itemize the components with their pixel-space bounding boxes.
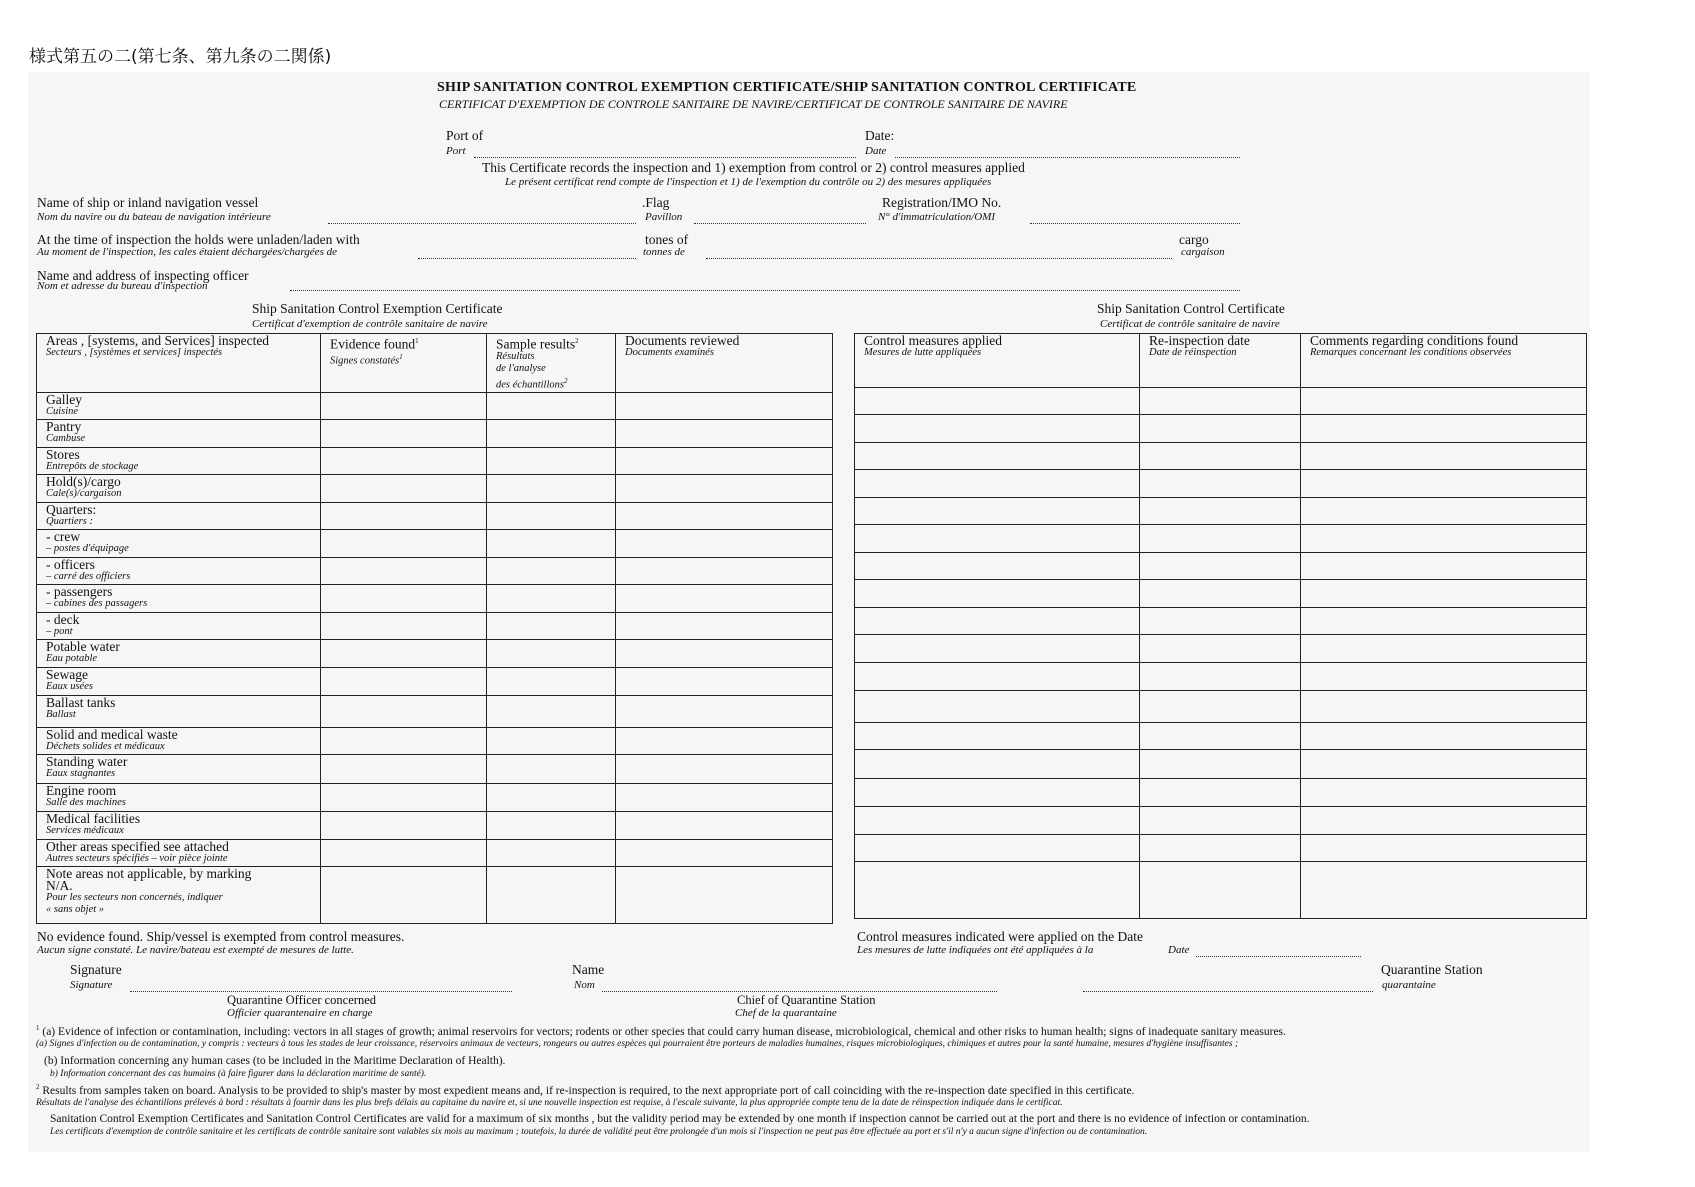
control-measures-cell[interactable]: [855, 663, 1140, 691]
comments-cell[interactable]: [1301, 691, 1587, 723]
date-label: Date:: [865, 128, 895, 143]
control-section-title-fr: Certificat de contrôle sanitaire de navire: [1100, 318, 1280, 330]
officer-field[interactable]: [290, 290, 1240, 291]
certificate-title: SHIP SANITATION CONTROL EXEMPTION CERTIFICATE/SHIP SANITATION CONTROL CERTIFICATE: [437, 80, 1137, 95]
control-measures-cell[interactable]: [855, 862, 1140, 919]
evidence-cell[interactable]: [321, 784, 487, 812]
sample-results-cell[interactable]: [487, 812, 616, 840]
sample-results-cell[interactable]: [487, 755, 616, 784]
table-row: [855, 779, 1587, 807]
reinspection-date-cell[interactable]: [1140, 608, 1301, 635]
table-row: [37, 728, 833, 755]
name-label-fr: Nom: [574, 979, 595, 991]
officer-concerned-label: Quarantine Officer concerned: [227, 993, 376, 1007]
reinspection-date-cell[interactable]: [1140, 807, 1301, 835]
area-label-cell: - passengers – cabines des passagers: [37, 585, 321, 613]
evidence-cell[interactable]: [321, 696, 487, 728]
reinspection-date-cell[interactable]: [1140, 553, 1301, 580]
table-row: [37, 585, 833, 613]
reinspection-date-cell[interactable]: [1140, 862, 1301, 919]
table-row: [855, 525, 1587, 553]
area-label-cell: - deck – pont: [37, 613, 321, 640]
evidence-cell[interactable]: [321, 585, 487, 613]
officer-label-fr: Nom et adresse du bureau d'inspection: [37, 280, 208, 292]
sample-results-cell[interactable]: [487, 784, 616, 812]
records-statement: This Certificate records the inspection and 1) exemption from control or 2) control measures applied: [482, 160, 1025, 175]
control-measures-cell[interactable]: [855, 580, 1140, 608]
reinspection-date-cell[interactable]: [1140, 750, 1301, 779]
area-label-cell: Galley Cuisine: [37, 393, 321, 420]
control-section-title: Ship Sanitation Control Certificate: [1097, 301, 1285, 316]
control-measures-cell[interactable]: [855, 835, 1140, 862]
table-row: [855, 750, 1587, 779]
documents-cell[interactable]: [616, 812, 833, 840]
ship-name-label: Name of ship or inland navigation vessel: [37, 195, 259, 210]
comments-cell[interactable]: [1301, 470, 1587, 498]
comments-cell[interactable]: [1301, 580, 1587, 608]
control-measures-cell[interactable]: [855, 415, 1140, 443]
evidence-cell[interactable]: [321, 755, 487, 784]
evidence-cell[interactable]: [321, 728, 487, 755]
comments-cell[interactable]: [1301, 750, 1587, 779]
footnote-1b: (b) Information concerning any human cases (to be included in the Maritime Declaration of Health).: [44, 1055, 506, 1067]
certificate-title-fr: CERTIFICAT D'EXEMPTION DE CONTROLE SANITAIRE DE NAVIRE/CERTIFICAT DE CONTROLE SANITAIRE DE NAVIRE: [439, 97, 1068, 111]
table-row: [855, 835, 1587, 862]
name-field[interactable]: [602, 991, 997, 992]
reinspection-date-cell[interactable]: [1140, 723, 1301, 750]
date-field[interactable]: [895, 157, 1240, 158]
applied-statement-fr: Les mesures de lutte indiquées ont été appliquées à la: [857, 944, 1094, 956]
comments-cell[interactable]: [1301, 388, 1587, 415]
col-documents: Documents reviewed Documents examinés: [616, 334, 833, 393]
control-measures-cell[interactable]: [855, 388, 1140, 415]
evidence-cell[interactable]: [321, 448, 487, 475]
holds-label-fr: Au moment de l'inspection, les cales étaient déchargées/chargées de: [37, 246, 337, 258]
area-label-cell: Stores Entrepôts de stockage: [37, 448, 321, 475]
table-row: [855, 553, 1587, 580]
cargo-label: cargo: [1179, 232, 1209, 247]
comments-cell[interactable]: [1301, 862, 1587, 919]
table-row: [37, 613, 833, 640]
name-label: Name: [572, 962, 605, 977]
table-row: [37, 784, 833, 812]
sample-results-cell[interactable]: [487, 696, 616, 728]
control-measures-cell[interactable]: [855, 608, 1140, 635]
footnote-2-fr: Résultats de l'analyse des échantillons prélevés à bord : résultats à fournir dans les plus brefs délais au capitaine du navire et, si une nouvelle inspection est requise, à l'escale suivante, la plus appropriée compte tenu de la date de réinspection indiquée dans le certificat.: [36, 1098, 1063, 1108]
documents-cell[interactable]: [616, 420, 833, 448]
table-row: [37, 503, 833, 530]
quarantine-station-label: Quarantine Station: [1381, 962, 1483, 977]
documents-cell[interactable]: [616, 668, 833, 696]
sample-results-cell[interactable]: [487, 640, 616, 668]
sample-results-cell[interactable]: [487, 503, 616, 530]
quarantine-station-field[interactable]: [1083, 991, 1373, 992]
quarantine-station-label-fr: quarantaine: [1382, 979, 1436, 991]
footnote-1b-fr: b) Information concernant des cas humains (à faire figurer dans la déclaration maritime de santé).: [50, 1069, 427, 1079]
sample-results-cell[interactable]: [487, 530, 616, 558]
area-label-cell: Ballast tanks Ballast: [37, 696, 321, 728]
table-row: [37, 448, 833, 475]
col-sample-results: Sample results$^2$ Résultats de l'analyse des échantillons$^2$: [487, 334, 616, 393]
control-measures-cell[interactable]: [855, 635, 1140, 663]
sample-results-cell[interactable]: [487, 393, 616, 420]
reinspection-date-cell[interactable]: [1140, 415, 1301, 443]
sample-results-cell[interactable]: [487, 558, 616, 585]
table-row: [37, 755, 833, 784]
reinspection-date-cell[interactable]: [1140, 663, 1301, 691]
area-label-cell: Standing water Eaux stagnantes: [37, 755, 321, 784]
table-row: [855, 807, 1587, 835]
documents-cell[interactable]: [616, 728, 833, 755]
date-label-fr: Date: [865, 145, 887, 157]
table-row: [855, 608, 1587, 635]
reinspection-date-cell[interactable]: [1140, 635, 1301, 663]
flag-label: .Flag: [642, 195, 670, 210]
reinspection-date-cell[interactable]: [1140, 388, 1301, 415]
comments-cell[interactable]: [1301, 553, 1587, 580]
sample-results-cell[interactable]: [487, 585, 616, 613]
reinspection-date-cell[interactable]: [1140, 525, 1301, 553]
control-measures-cell[interactable]: [855, 691, 1140, 723]
evidence-cell[interactable]: [321, 393, 487, 420]
table-row: [855, 663, 1587, 691]
comments-cell[interactable]: [1301, 663, 1587, 691]
sample-results-cell[interactable]: [487, 613, 616, 640]
sample-results-cell[interactable]: [487, 420, 616, 448]
table-row: [855, 415, 1587, 443]
table-row: [37, 812, 833, 840]
area-label-cell: Hold(s)/cargo Cale(s)/cargaison: [37, 475, 321, 503]
table-row: [37, 668, 833, 696]
officer-concerned-label-fr: Officier quarantenaire en charge: [227, 1007, 373, 1019]
table-row: [855, 470, 1587, 498]
table-row: [855, 723, 1587, 750]
control-measures-cell[interactable]: [855, 525, 1140, 553]
table-row: [855, 691, 1587, 723]
sample-results-cell[interactable]: [487, 475, 616, 503]
sample-results-cell[interactable]: [487, 728, 616, 755]
footnote-1a-fr: (a) Signes d'infection ou de contamination, y compris : vecteurs à tous les stades de leur croissance, réservoirs animaux de vecteurs, rongeurs ou autres espèces qui pourraient être porteurs de maladies humaines, risques microbiologiques, chimiques et autres pour la santé humaine, mesures d'hygiène insuffisantes ;: [36, 1039, 1239, 1049]
validity-note-fr: Les certificats d'exemption de contrôle sanitaire et les certificats de contrôle sanitaire sont valables six mois au maximum ; toutefois, la durée de validité peut être prolongée d'un mois si l'inspection ne peut pas être effectuée au port et s'il n'y a aucun signe d'infection ou de contamination.: [50, 1127, 1148, 1137]
area-label-cell: Sewage Eaux usées: [37, 668, 321, 696]
control-measures-cell[interactable]: [855, 807, 1140, 835]
records-statement-fr: Le présent certificat rend compte de l'inspection et 1) de l'exemption du contrôle ou 2) des mesures appliquées: [505, 176, 992, 188]
comments-cell[interactable]: [1301, 635, 1587, 663]
comments-cell[interactable]: [1301, 498, 1587, 525]
documents-cell[interactable]: [616, 558, 833, 585]
footnote-1a: $^1$ (a) Evidence of infection or contamination, including: vectors in all stages of growth; animal reservoirs for vectors; rodents or other species that could carry human disease, microbiological, chemical and other risks to human health; signs of inadequate sanitary measures.: [36, 1024, 1286, 1038]
applied-statement: Control measures indicated were applied on the Date: [857, 929, 1144, 944]
comments-cell[interactable]: [1301, 415, 1587, 443]
tones-label: tones of: [645, 232, 689, 247]
sample-results-cell[interactable]: [487, 448, 616, 475]
col-control-measures: Control measures applied Mesures de lutte appliquées: [855, 334, 1140, 388]
ship-name-field[interactable]: [328, 223, 636, 224]
table-row: [37, 867, 833, 924]
documents-cell[interactable]: [616, 640, 833, 668]
documents-cell[interactable]: [616, 448, 833, 475]
evidence-cell[interactable]: [321, 640, 487, 668]
signature-field[interactable]: [130, 991, 512, 992]
evidence-cell[interactable]: [321, 867, 487, 924]
port-label: Port of: [446, 128, 484, 143]
table-row: [37, 530, 833, 558]
evidence-cell[interactable]: [321, 503, 487, 530]
area-label-cell: Other areas specified see attached Autres secteurs spécifiés – voir pièce jointe: [37, 840, 321, 867]
table-header-row: [855, 334, 1587, 388]
sample-results-cell[interactable]: [487, 840, 616, 867]
flag-label-fr: Pavillon: [645, 211, 683, 223]
cargo-label-fr: cargaison: [1181, 246, 1225, 258]
reinspection-date-cell[interactable]: [1140, 470, 1301, 498]
documents-cell[interactable]: [616, 696, 833, 728]
registration-field[interactable]: [1030, 223, 1240, 224]
documents-cell[interactable]: [616, 585, 833, 613]
documents-cell[interactable]: [616, 867, 833, 924]
table-row: [855, 862, 1587, 919]
control-measures-cell[interactable]: [855, 443, 1140, 470]
documents-cell[interactable]: [616, 755, 833, 784]
documents-cell[interactable]: [616, 530, 833, 558]
port-label-fr: Port: [446, 145, 466, 157]
comments-cell[interactable]: [1301, 807, 1587, 835]
table-row: [855, 498, 1587, 525]
port-field[interactable]: [474, 157, 856, 158]
form-number-heading: 様式第五の二(第七条、第九条の二関係): [29, 47, 332, 67]
flag-field[interactable]: [694, 223, 866, 224]
table-header-row: [37, 334, 833, 393]
area-label-cell: - crew – postes d'équipage: [37, 530, 321, 558]
documents-cell[interactable]: [616, 840, 833, 867]
area-label-cell: Engine room Salle des machines: [37, 784, 321, 812]
registration-label: Registration/IMO No.: [882, 195, 1002, 210]
documents-cell[interactable]: [616, 393, 833, 420]
applied-date-field[interactable]: [1196, 956, 1361, 957]
reinspection-date-cell[interactable]: [1140, 835, 1301, 862]
documents-cell[interactable]: [616, 613, 833, 640]
comments-cell[interactable]: [1301, 608, 1587, 635]
table-row: [855, 388, 1587, 415]
sample-results-cell[interactable]: [487, 867, 616, 924]
reinspection-date-cell[interactable]: [1140, 443, 1301, 470]
area-label-cell: Quarters: Quartiers :: [37, 503, 321, 530]
area-label-cell: Medical facilities Services médicaux: [37, 812, 321, 840]
sample-results-cell[interactable]: [487, 668, 616, 696]
control-measures-cell[interactable]: [855, 779, 1140, 807]
table-row: [37, 420, 833, 448]
exemption-section-title-fr: Certificat d'exemption de contrôle sanitaire de navire: [252, 318, 488, 330]
exemption-table: [36, 333, 833, 924]
table-row: [37, 393, 833, 420]
comments-cell[interactable]: [1301, 525, 1587, 553]
evidence-cell[interactable]: [321, 558, 487, 585]
footnote-2: $^2$ Results from samples taken on board. Analysis to be provided to ship's master by most expedient means and, if re-inspection is required, to the next appropriate port of call coinciding with the re-inspection date specified in this certificate.: [36, 1083, 1135, 1097]
documents-cell[interactable]: [616, 503, 833, 530]
area-label-cell: Note areas not applicable, by marking N/A. Pour les secteurs non concernés, indiquer « sans objet »: [37, 867, 321, 924]
reinspection-date-cell[interactable]: [1140, 779, 1301, 807]
area-label-cell: Pantry Cambuse: [37, 420, 321, 448]
tones-field[interactable]: [706, 258, 1172, 259]
table-row: [37, 558, 833, 585]
col-comments: Comments regarding conditions found Remarques concernant les conditions observées: [1301, 334, 1587, 388]
documents-cell[interactable]: [616, 475, 833, 503]
control-measures-cell[interactable]: [855, 553, 1140, 580]
signature-label: Signature: [70, 962, 122, 977]
control-measures-cell[interactable]: [855, 470, 1140, 498]
evidence-cell[interactable]: [321, 530, 487, 558]
control-measures-cell[interactable]: [855, 498, 1140, 525]
applied-date-label-fr: Date: [1168, 944, 1190, 956]
evidence-cell[interactable]: [321, 475, 487, 503]
table-row: [855, 580, 1587, 608]
reinspection-date-cell[interactable]: [1140, 498, 1301, 525]
tones-label-fr: tonnes de: [643, 246, 685, 258]
documents-cell[interactable]: [616, 784, 833, 812]
area-label-cell: Solid and medical waste Déchets solides et médicaux: [37, 728, 321, 755]
chief-label: Chief of Quarantine Station: [737, 993, 876, 1007]
control-measures-cell[interactable]: [855, 723, 1140, 750]
col-evidence: Evidence found$^1$ Signes constatés$^1$: [321, 334, 487, 393]
holds-field[interactable]: [418, 258, 636, 259]
evidence-cell[interactable]: [321, 668, 487, 696]
comments-cell[interactable]: [1301, 443, 1587, 470]
col-areas: Areas , [systems, and Services] inspected Secteurs , [systèmes et services] inspectés: [37, 334, 321, 393]
chief-label-fr: Chef de la quarantaine: [735, 1007, 837, 1019]
table-row: [37, 696, 833, 728]
reinspection-date-cell[interactable]: [1140, 580, 1301, 608]
table-row: [37, 475, 833, 503]
table-row: [37, 640, 833, 668]
registration-label-fr: N° d'immatriculation/OMI: [878, 211, 996, 223]
col-reinspection-date: Re-inspection date Date de réinspection: [1140, 334, 1301, 388]
officer-label: Name and address of inspecting officer: [37, 268, 249, 283]
signature-label-fr: Signature: [70, 979, 113, 991]
validity-note: Sanitation Control Exemption Certificates and Sanitation Control Certificates are valid for a maximum of six months , but the validity period may be extended by one month if inspection cannot be carried out at the port and there is no evidence of infection or contamination.: [50, 1113, 1310, 1125]
reinspection-date-cell[interactable]: [1140, 691, 1301, 723]
no-evidence-statement: No evidence found. Ship/vessel is exempted from control measures.: [37, 929, 405, 944]
comments-cell[interactable]: [1301, 835, 1587, 862]
holds-label: At the time of inspection the holds were unladen/laden with: [37, 232, 360, 247]
control-measures-cell[interactable]: [855, 750, 1140, 779]
area-label-cell: - officers – carré des officiers: [37, 558, 321, 585]
ship-name-label-fr: Nom du navire ou du bateau de navigation intérieure: [37, 211, 271, 223]
control-table: [854, 333, 1587, 919]
comments-cell[interactable]: [1301, 723, 1587, 750]
area-label-cell: Potable water Eau potable: [37, 640, 321, 668]
table-row: [37, 840, 833, 867]
evidence-cell[interactable]: [321, 613, 487, 640]
evidence-cell[interactable]: [321, 420, 487, 448]
evidence-cell[interactable]: [321, 840, 487, 867]
comments-cell[interactable]: [1301, 779, 1587, 807]
evidence-cell[interactable]: [321, 812, 487, 840]
table-row: [855, 635, 1587, 663]
table-row: [855, 443, 1587, 470]
no-evidence-statement-fr: Aucun signe constaté. Le navire/bateau est exempté de mesures de lutte.: [37, 944, 354, 956]
exemption-section-title: Ship Sanitation Control Exemption Certificate: [252, 301, 503, 316]
